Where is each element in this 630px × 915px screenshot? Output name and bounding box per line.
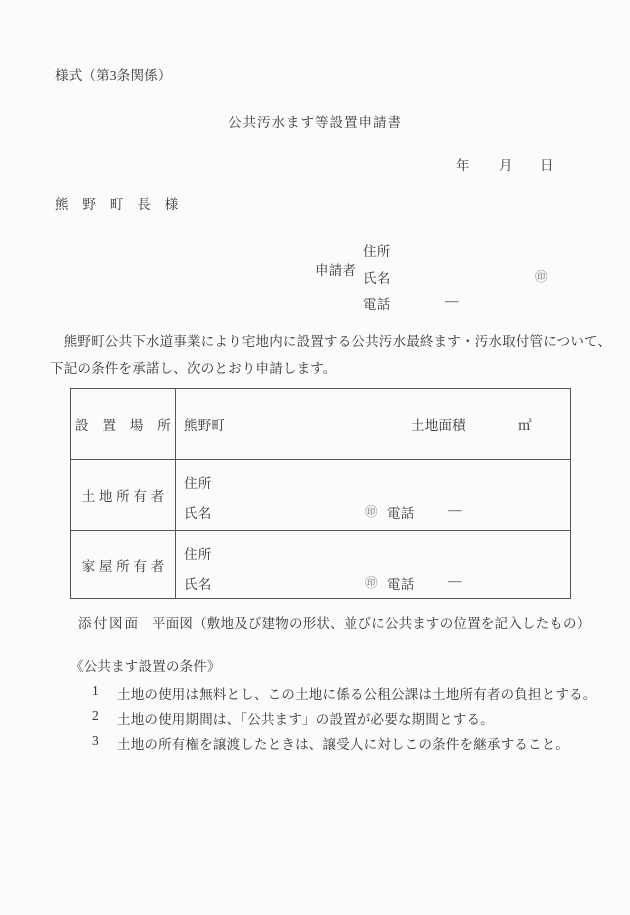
houseowner-header-cell: 家 屋 所 有 者: [71, 531, 176, 599]
month-label: 月: [499, 158, 513, 173]
land-area-unit: ㎡: [518, 418, 532, 433]
applicant-address-label: 住所: [363, 244, 391, 259]
location-value-cell: [176, 389, 571, 460]
table-row-location: [71, 389, 571, 460]
seal-icon: ㊞: [535, 270, 548, 284]
applicant-phone-label: 電話: [363, 297, 391, 312]
condition-item-1: [0, 683, 630, 703]
intro-line-1: 熊野町公共下水道事業により宅地内に設置する公共汚水最終ます・汚水取付管について、: [50, 334, 612, 349]
intro-line-2: 下記の条件を承諾し、次のとおり申請します。: [50, 361, 337, 376]
condition-text: 土地の使用期間は、「公共ます」の設置が必要な期間とする。: [117, 712, 494, 727]
condition-number: 1: [92, 683, 99, 698]
condition-text: 土地の所有権を譲渡したときは、譲受人に対しこの条件を継承すること。: [117, 737, 570, 752]
landowner-value-cell: [176, 460, 571, 531]
land-area-label: 土地面積: [411, 418, 466, 433]
seal-icon: ㊞: [365, 505, 378, 519]
landowner-name-label: 氏名: [184, 506, 212, 521]
location-town-label: 熊野町: [184, 418, 226, 433]
year-label: 年: [456, 158, 470, 173]
conditions-heading: 《公共ます設置の条件》: [70, 659, 221, 674]
condition-text: 土地の使用は無料とし、この土地に係る公租公課は土地所有者の負担とする。: [117, 687, 597, 702]
condition-number: 2: [92, 708, 99, 723]
phone-separator-dash: ―: [448, 573, 462, 588]
houseowner-phone-label: 電話: [387, 577, 415, 592]
applicant-label: 申請者: [315, 263, 357, 278]
intro-paragraph: [50, 328, 612, 382]
landowner-address-label: 住所: [184, 476, 212, 491]
applicant-name-label: 氏名: [363, 271, 391, 286]
phone-separator-dash: ―: [445, 293, 459, 308]
form-style-note: 様式（第3条関係）: [55, 68, 172, 83]
condition-item-3: [0, 733, 630, 753]
houseowner-address-label: 住所: [184, 547, 212, 562]
seal-icon: ㊞: [365, 576, 378, 590]
phone-separator-dash: ―: [448, 502, 462, 517]
table-row-houseowner: [71, 531, 571, 599]
condition-number: 3: [92, 733, 99, 748]
houseowner-name-label: 氏名: [184, 577, 212, 592]
houseowner-value-cell: [176, 531, 571, 599]
landowner-header-cell: 土 地 所 有 者: [71, 460, 176, 531]
attachment-label: 添付図面: [78, 616, 140, 631]
table-row-landowner: [71, 460, 571, 531]
addressee-mayor: 熊 野 町 長 様: [55, 197, 179, 212]
day-label: 日: [540, 158, 554, 173]
attachment-value: 平面図（敷地及び建物の形状、並びに公共ますの位置を記入したもの）: [152, 616, 591, 631]
condition-item-2: [0, 708, 630, 728]
page-title: 公共汚水ます等設置申請書: [228, 115, 402, 130]
application-table: [70, 388, 571, 599]
location-header-cell: 設 置 場 所: [71, 389, 176, 460]
landowner-phone-label: 電話: [387, 506, 415, 521]
applicant-block: [315, 238, 580, 310]
